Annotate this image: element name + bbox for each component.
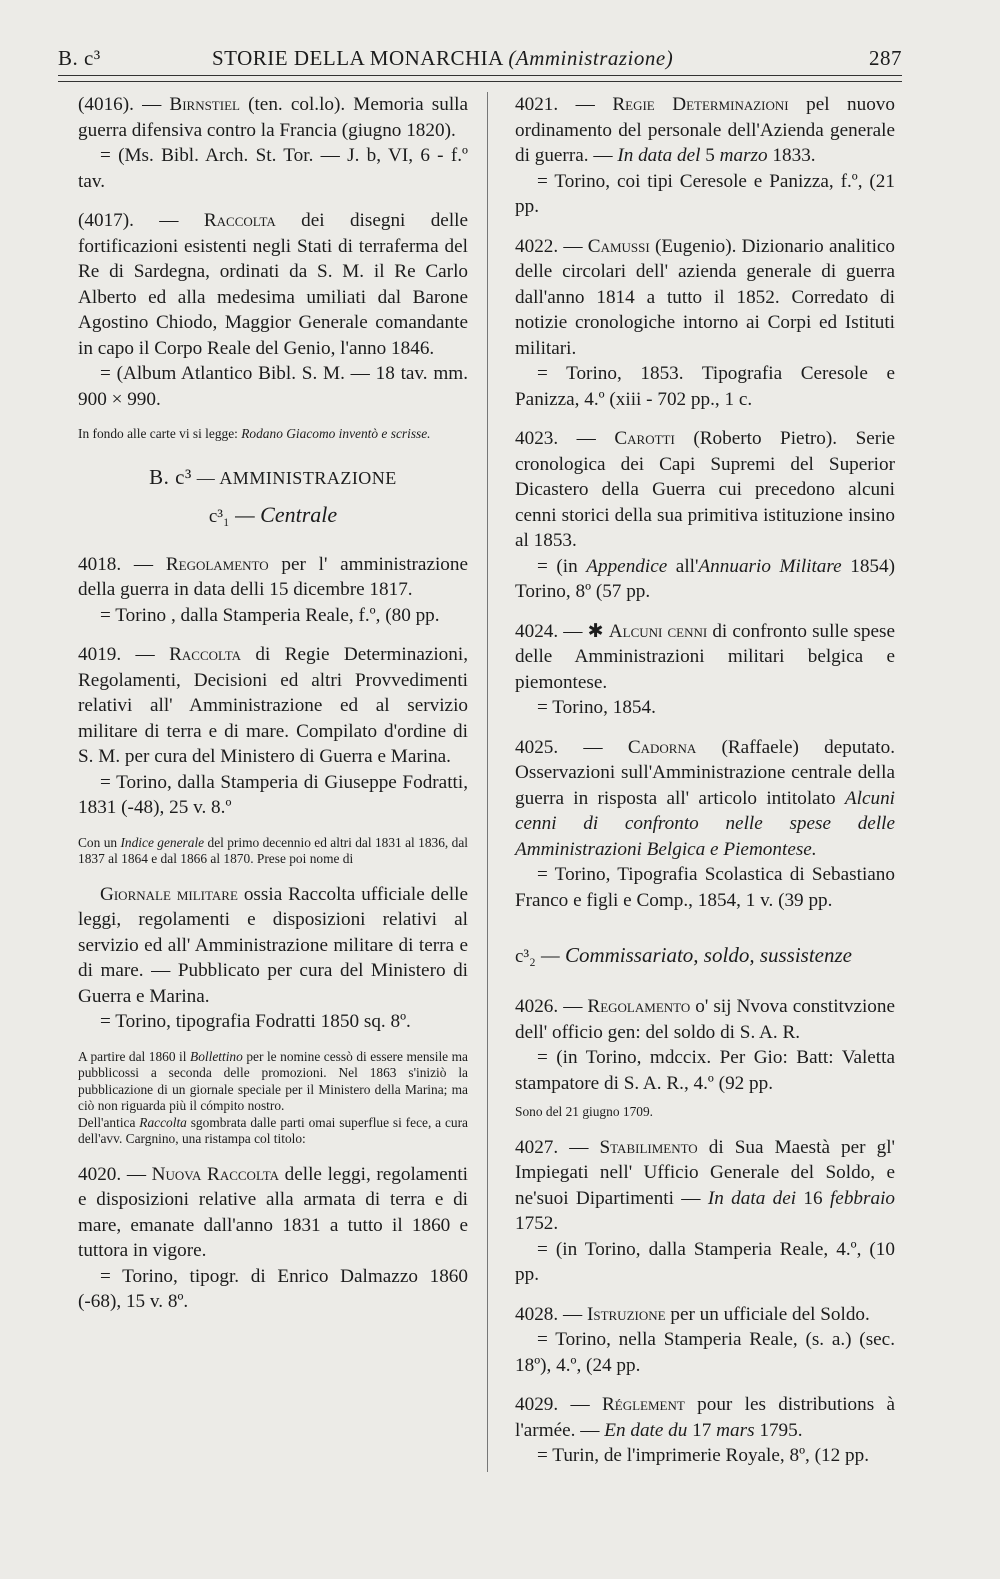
entry-head: Alcuni cenni	[608, 620, 708, 642]
entry-text: 16	[796, 1187, 830, 1209]
entry-imprint: = (Album Atlantico Bibl. S. M. — 18 tav. mm. 900 × 990.	[78, 363, 468, 410]
entry-text: 5	[700, 145, 720, 166]
entry-text: 1795.	[754, 1419, 803, 1441]
note-text: sgombrata dalle parti omai superflue si fece, a cura dell'avv. Cargnino, una ristampa col titolo:	[78, 1114, 468, 1146]
entry-imprint: = Torino, dalla Stamperia di Giuseppe Fodratti, 1831 (-48), 25 v. 8.º	[78, 771, 468, 818]
entry-number: 4020.	[78, 1163, 122, 1185]
entry-imprint: = Turin, de l'imprimerie Royale, 8º, (12 pp.	[537, 1445, 869, 1466]
entry-head: Istruzione	[586, 1303, 666, 1325]
entry-head: Giornale militare	[100, 883, 238, 905]
entry-4018: 4018. — Regolamento per l' amministrazione della guerra in data delli 15 dicembre 1817. = Torino , dalla Stamperia Reale, f.º, (80 pp.	[78, 552, 468, 629]
entry-number: 4023.	[515, 428, 559, 449]
entry-head: Carotti	[614, 428, 675, 449]
entry-note	[78, 1115, 468, 1148]
entry-number: 4024.	[515, 620, 559, 642]
entry-head: Stabilimento	[599, 1136, 698, 1158]
entry-number: 4028.	[515, 1303, 559, 1325]
entry-text: 1833.	[767, 145, 816, 166]
entry-text: pel nuovo ordinamento del personale dell'Azienda generale di guerra. —	[515, 94, 895, 166]
entry-imprint: = Torino, tipogr. di Enrico Dalmazzo 1860 (-68), 15 v. 8º.	[78, 1265, 468, 1312]
entry-text-italic: In data del	[617, 145, 701, 166]
entry-text-italic: febbraio	[829, 1187, 895, 1209]
section-heading: B. c³ — AMMINISTRAZIONE	[149, 464, 397, 489]
note-italic: Bollettino	[190, 1048, 243, 1064]
note-text: In fondo alle carte vi si legge:	[78, 426, 242, 441]
header-title	[212, 46, 673, 71]
entry-4024	[515, 619, 895, 721]
entry-text: 17	[687, 1419, 717, 1441]
subsection-symbol: c³₁	[208, 505, 230, 527]
entry-4022: 4022. — Camussi (Eugenio). Dizionario analitico delle circolari dell' azienda generale di guerra dall'anno 1814 a tutto il 1852. Corredato di notizie cronologiche intorno ai Corpi ed Istituti militari. = Torino, 1853. Tipografia Ceresole e Panizza, 4.º (xiii - 702 pp., 1 c.	[515, 234, 895, 413]
entry-text: per l' amministrazione della guerra in data delli 15 dicembre 1817.	[78, 553, 469, 600]
entry-text-italic: mars	[716, 1419, 755, 1441]
note-text: Dell'antica	[78, 1114, 140, 1130]
entry-text: ossia Raccolta ufficiale delle leggi, regolamenti e disposizioni relativi al servizio ed all' Amministrazione militare di terra e di mare. — Pubblicato per cura del Ministero di Guerra e Marina.	[78, 883, 468, 1007]
note-text: A partire dal 1860 il	[78, 1048, 191, 1064]
entry-text: (ten. col.lo). Memoria sulla guerra difensiva contro la Francia (giugno 1820).	[78, 94, 468, 141]
entry-giornale-militare	[78, 882, 468, 1035]
note-text: Con un	[78, 834, 121, 850]
entry-note	[78, 835, 468, 868]
entry-number: 4029.	[515, 1394, 559, 1415]
entry-head: Nuova Raccolta	[151, 1163, 279, 1185]
entry-text-italic: In data dei	[707, 1187, 797, 1209]
entry-4016: (4016). — Birnstiel (ten. col.lo). Memoria sulla guerra difensiva contro la Francia (giugno 1820). = (Ms. Bibl. Arch. St. Tor. — J. b, VI, 6 - f.º tav.	[78, 92, 468, 194]
entry-head: Regolamento	[587, 996, 691, 1017]
entry-note	[78, 426, 468, 443]
entry-4017: (4017). — Raccolta dei disegni delle fortificazioni esistenti negli Stati di terraferma del Re di Sardegna, ordinati da S. M. il Re Carlo Alberto ed alla medesima umiliati dal Barone Agostino Chiodo, Maggior Generale comandante in capo il Corpo Reale del Genio, l'anno 1846. = (Album Atlantico Bibl. S. M. — 18 tav. mm. 900 × 990.	[78, 208, 468, 412]
entry-imprint: = Torino, Tipografia Scolastica di Sebastiano Franco e figli e Comp., 1854, 1 v. (39 pp.	[515, 864, 895, 911]
header-section-label: B. c³	[58, 46, 101, 70]
note-italic: Raccolta	[139, 1114, 187, 1130]
entry-4025: 4025. — Cadorna (Raffaele) deputato. Osservazioni sull'Amministrazione centrale della guerra in risposta all' articolo intitolato Alcuni cenni di confronto nelle spese delle Amministrazioni Belgica e Piemontese. = Torino, Tipografia Scolastica di Sebastiano Franco e figli e Comp., 1854, 1 v. (39 pp.	[515, 735, 895, 914]
entry-note: Sono del 21 giugno 1709.	[515, 1104, 653, 1119]
entry-text: di Sua Maestà per gl' Impiegati nell' Ufficio Generale del Soldo, e ne'suoi Dipartimenti —	[515, 1136, 895, 1209]
section-label: B. c³	[149, 464, 192, 489]
subsection-heading: c³₁ — Centrale	[208, 501, 338, 527]
entry-head: Cadorna	[627, 736, 697, 758]
entry-text: 1752.	[515, 1213, 559, 1234]
note-text: per le nomine cessò di essere mensile ma pubblicossi a seconda delle promozioni. Nel 1863 s'iniziò la pubblicazione di un giornale speciale per il Ministero della Marina; ma ciò non riguarda più il cómpito nostro.	[78, 1048, 468, 1113]
subsection-symbol: c³₂	[515, 946, 536, 967]
entry-number: 4022.	[515, 235, 559, 257]
entry-4026: 4026. — Regolamento o' sij Nvova constitvzione dell' officio gen: del soldo di S. A. R. = (in Torino, mdccix. Per Gio: Batt: Valetta stampatore di S. A. R., 4.º (92 pp.	[515, 994, 895, 1096]
subsection-title: Centrale	[260, 501, 338, 527]
page-number: 287	[869, 46, 902, 70]
imprint-text: = (in	[537, 555, 587, 577]
entry-imprint: = Torino, 1854.	[537, 697, 656, 718]
header-title-main: STORIE DELLA MONARCHIA	[212, 46, 503, 70]
entry-text: dei disegni delle fortificazioni esistenti negli Stati di terraferma del Re di Sardegna, ordinati da S. M. il Re Carlo Alberto ed alla medesima umiliati dal Barone Agostino Chiodo, Maggior Generale comandante in capo il Corpo Reale del Genio, l'anno 1846.	[78, 210, 469, 359]
entry-author: Birnstiel	[169, 94, 240, 115]
entry-number: 4019.	[78, 644, 122, 665]
star-icon: — ✱	[563, 620, 609, 642]
entry-4021: 4021. — Regie Determinazioni pel nuovo ordinamento del personale dell'Azienda generale di guerra. — In data del 5 marzo 1833. = Torino, coi tipi Ceresole e Panizza, f.º, (21 pp.	[515, 92, 895, 220]
section-title: AMMINISTRAZIONE	[219, 467, 397, 488]
subsection-title: Commissariato, soldo, sussistenze	[564, 943, 852, 967]
entry-text: pour les distributions à l'armée. —	[515, 1394, 896, 1441]
entry-head: Regie Determinazioni	[612, 94, 789, 115]
header-title-italic: (Amministrazione)	[508, 46, 674, 70]
entry-4028: 4028. — Istruzione per un ufficiale del Soldo. = Torino, nella Stamperia Reale, (s. a.) (sec. 18º), 4.º, (24 pp.	[515, 1302, 895, 1379]
entry-head: Raccolta	[169, 644, 242, 665]
imprint-text: all'	[667, 555, 699, 577]
entry-head: Réglement	[601, 1394, 685, 1415]
imprint-text: 1854) Torino, 8º (57 pp.	[515, 555, 895, 602]
entry-head: Raccolta	[203, 210, 276, 231]
entry-4027: 4027. — Stabilimento di Sua Maestà per gl' Impiegati nell' Ufficio Generale del Soldo, e ne'suoi Dipartimenti — In data dei 16 febbraio 1752. = (in Torino, dalla Stamperia Reale, 4.º, (10 pp.	[515, 1135, 895, 1288]
entry-text: delle leggi, regolamenti e disposizioni relative alla armata di terra e di mare, emanate dall'anno 1831 a tutto il 1860 e tuttora in vigore.	[78, 1163, 469, 1261]
entry-imprint: = Torino, nella Stamperia Reale, (s. a.) (sec. 18º), 4.º, (24 pp.	[515, 1329, 895, 1376]
entry-imprint: = (Ms. Bibl. Arch. St. Tor. — J. b, VI, 6 - f.º tav.	[78, 145, 468, 192]
header-rule	[58, 75, 902, 76]
entry-number: (4016).	[78, 94, 134, 115]
right-column	[515, 92, 895, 1483]
entry-imprint: = Torino , dalla Stamperia Reale, f.º, (80 pp.	[100, 604, 440, 626]
entry-head: Regolamento	[165, 553, 269, 575]
entry-imprint: = (in Torino, dalla Stamperia Reale, 4.º, (10 pp.	[515, 1238, 895, 1285]
entry-text: di Regie Determinazioni, Regolamenti, Decisioni ed altri Provvedimenti relativi all' Amministrazione ed al servizio militare di terra e di mare. Compilato d'ordine di S. M. per cura del Ministero di Guerra e Marina.	[78, 644, 468, 767]
entry-text: per un ufficiale del Soldo.	[665, 1303, 870, 1325]
entry-number: (4017).	[78, 210, 134, 231]
entry-number: 4027.	[515, 1136, 559, 1158]
entry-note	[78, 1049, 468, 1115]
subsection-heading: c³₂ — Commissariato, soldo, sussistenze	[515, 943, 852, 967]
entry-imprint	[515, 554, 895, 605]
entry-imprint: = Torino, tipografia Fodratti 1850 sq. 8º.	[100, 1011, 411, 1032]
note-text: del primo decennio ed altri dal 1831 al 1836, dal 1837 al 1864 e dal 1866 al 1870. Prese poi nome di	[78, 834, 468, 866]
imprint-italic: Appendice	[586, 555, 668, 577]
imprint-italic: Annuario Militare	[698, 555, 842, 577]
entry-imprint: = Torino, coi tipi Ceresole e Panizza, f.º, (21 pp.	[515, 170, 895, 217]
entry-4020: 4020. — Nuova Raccolta delle leggi, regolamenti e disposizioni relative alla armata di terra e di mare, emanate dall'anno 1831 a tutto il 1860 e tuttora in vigore. = Torino, tipogr. di Enrico Dalmazzo 1860 (-68), 15 v. 8º.	[78, 1162, 468, 1315]
entry-text: (Raffaele) deputato. Osservazioni sull'Amministrazione centrale della guerra in risposta all' articolo intitolato	[515, 736, 895, 809]
entry-4023: 4023. — Carotti (Roberto Pietro). Serie cronologica dei Capi Supremi del Superior Dicastero della Guerra cui precedono alcuni cenni storici della sua primitiva istituzione insino al 1853. = (in Appendice all'Annuario Militare 1854) Torino, 8º (57 pp.	[515, 426, 895, 605]
entry-number: 4018.	[78, 553, 122, 575]
running-header	[58, 46, 902, 78]
left-column	[78, 92, 468, 1329]
entry-head: Camussi	[587, 235, 650, 257]
note-italic: Rodano Giacomo inventò e scrisse.	[241, 426, 431, 441]
note-italic: Indice generale	[120, 834, 205, 850]
entry-number: 4021.	[515, 94, 559, 115]
entry-number: 4026.	[515, 996, 559, 1017]
column-divider	[487, 92, 488, 1472]
entry-text-italic: marzo	[719, 145, 768, 166]
entry-text: (Roberto Pietro). Serie cronologica dei Capi Supremi del Superior Dicastero della Guerra cui precedono alcuni cenni storici della sua primitiva istituzione insino al 1853.	[515, 428, 896, 551]
entry-4019: 4019. — Raccolta di Regie Determinazioni, Regolamenti, Decisioni ed altri Provvedimenti relativi all' Amministrazione ed al servizio militare di terra e di mare. Compilato d'ordine di S. M. per cura del Ministero di Guerra e Marina. = Torino, dalla Stamperia di Giuseppe Fodratti, 1831 (-48), 25 v. 8.º	[78, 642, 468, 821]
entry-number: 4025.	[515, 736, 559, 758]
entry-text-italic: En date du	[604, 1419, 688, 1441]
entry-text: o' sij Nvova constitvzione dell' officio gen: del soldo di S. A. R.	[515, 996, 895, 1043]
entry-imprint: = Torino, 1853. Tipografia Ceresole e Panizza, 4.º (xiii - 702 pp., 1 c.	[515, 363, 895, 410]
entry-text: di confronto sulle spese delle Amministrazioni militari belgica e piemontese.	[515, 620, 896, 693]
entry-4029: 4029. — Réglement pour les distributions à l'armée. — En date du 17 mars 1795. = Turin, de l'imprimerie Royale, 8º, (12 pp.	[515, 1392, 895, 1469]
header-rule-thin	[58, 81, 902, 82]
entry-imprint: = (in Torino, mdccix. Per Gio: Batt: Valetta stampatore di S. A. R., 4.º (92 pp.	[515, 1047, 895, 1094]
entry-text-italic: Alcuni cenni di confronto nelle spese delle Amministrazioni Belgica e Piemontese.	[515, 787, 895, 860]
entry-text: (Eugenio). Dizionario analitico delle circolari dell' azienda generale di guerra dall'anno 1814 a tutto il 1852. Corredato di notizie cronologiche intorno ai Corpi ed Istituti militari.	[515, 235, 896, 359]
